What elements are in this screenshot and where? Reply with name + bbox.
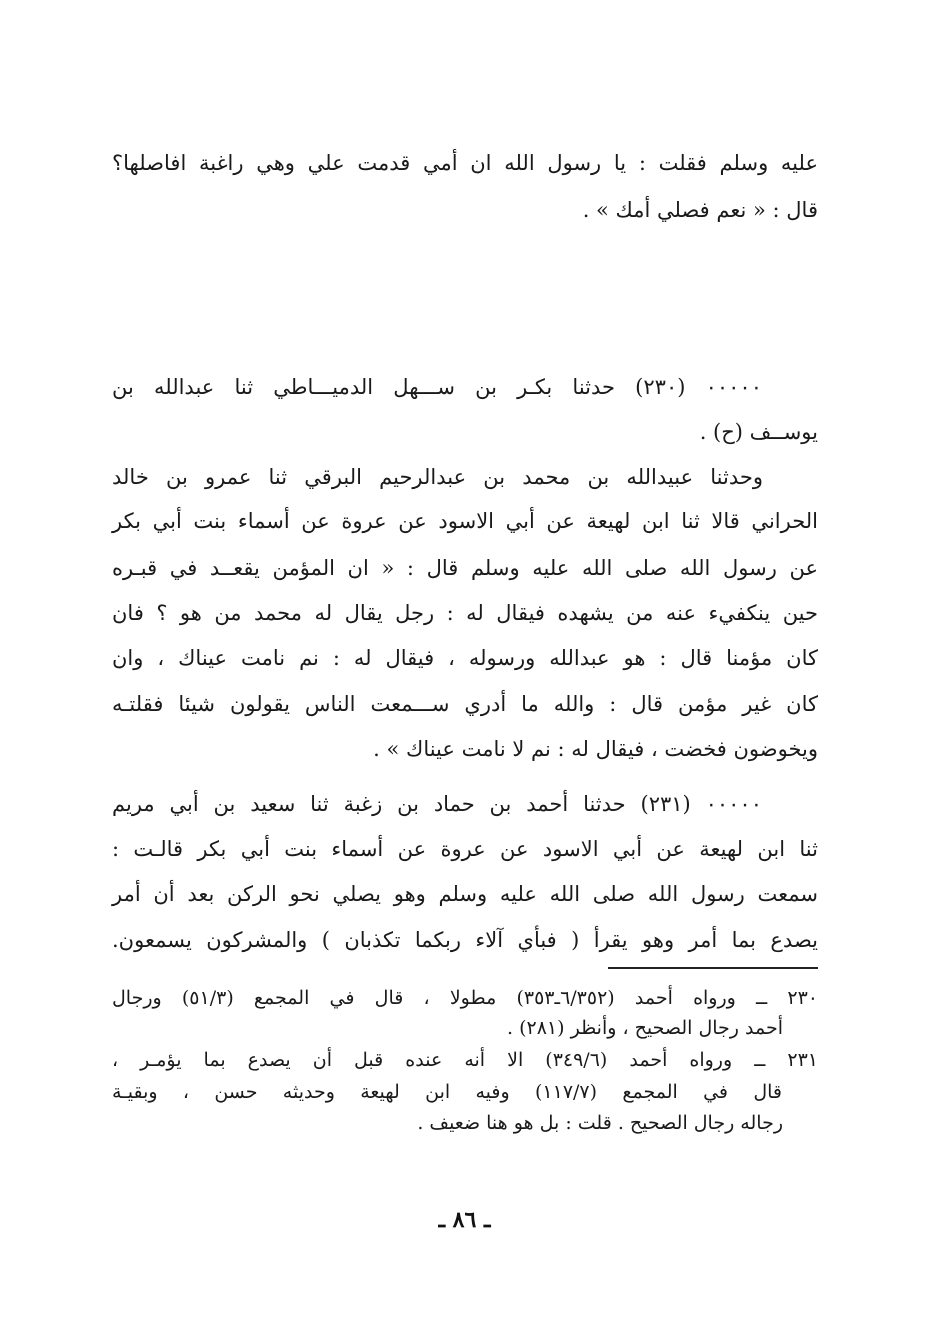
footnote-line: أحمد رجال الصحيح ، وأنظر (٢٨١) . — [507, 1017, 783, 1039]
footnote-separator — [608, 967, 818, 969]
footnote-line: ٢٣٠ ــ ورواه أحمد (٦/٣٥٢ـ٣٥٣) مطولا ، قال في المجمع (٥١/٣) ورجال — [112, 987, 818, 1009]
hadith-line: سمعت رسول الله صلى الله عليه وسلم وهو يصلي نحو الركن بعد أن أمر — [112, 882, 818, 906]
page-number: ـ ٨٦ ـ — [438, 1207, 491, 1233]
hadith-line: ٠٠٠٠٠ (٢٣٠) حدثنا بكـر بن ســـهل الدميـــاطي ثنا عبدالله بن — [112, 375, 762, 399]
hadith-line: حين ينكفيء عنه من يشهده فيقال له : رجل يقال له محمد من هو ؟ فان — [112, 601, 818, 625]
footnote-line: ٢٣١ ــ ورواه أحمد (٣٤٩/٦) الا أنه عنده قبل أن يصدع بما يؤمـر ، — [112, 1049, 818, 1071]
hadith-line: يصدع بما أمر وهو يقرأ ( فبأي آلاء ربكما تكذبان ) والمشركون يسمعون. — [112, 928, 818, 952]
hadith-line: يوســف (ح) . — [699, 420, 818, 444]
hadith-line: الحراني قالا ثنا ابن لهيعة عن أبي الاسود عن عروة عن أسماء بنت أبي بكر — [112, 509, 818, 533]
text-line: عليه وسلم فقلت : يا رسول الله ان أمي قدمت علي وهي راغبة افاصلها؟ — [112, 151, 818, 175]
hadith-line: ثنا ابن لهيعة عن أبي الاسود عن عروة عن أسماء بنت أبي بكر قالـت : — [112, 837, 818, 861]
footnote-line: رجاله رجال الصحيح . قلت : بل هو هنا ضعيف . — [417, 1112, 783, 1134]
hadith-line: ويخوضون فخضت ، فيقال له : نم لا نامت عيناك » . — [373, 737, 818, 761]
text-line: قال : « نعم فصلي أمك » . — [582, 198, 818, 222]
hadith-line: عن رسول الله صلى الله عليه وسلم قال : « ان المؤمن يقعــد في قبـره — [112, 556, 818, 580]
hadith-line: ٠٠٠٠٠ (٢٣١) حدثنا أحمد بن حماد بن زغبة ثنا سعيد بن أبي مريم — [112, 792, 762, 816]
hadith-line: كان غير مؤمن قال : والله ما أدري ســـمعت الناس يقولون شيئا فقلتـه — [112, 692, 818, 716]
hadith-line: وحدثنا عبيدالله بن محمد بن عبدالرحيم البرقي ثنا عمرو بن خالد — [112, 465, 763, 489]
hadith-line: كان مؤمنا قال : هو عبدالله ورسوله ، فيقال له : نم نامت عيناك ، وان — [112, 646, 818, 670]
footnote-line: قال في المجمع (١١٧/٧) وفيه ابن لهيعة وحديثه حسن ، وبقيـة — [112, 1081, 783, 1103]
